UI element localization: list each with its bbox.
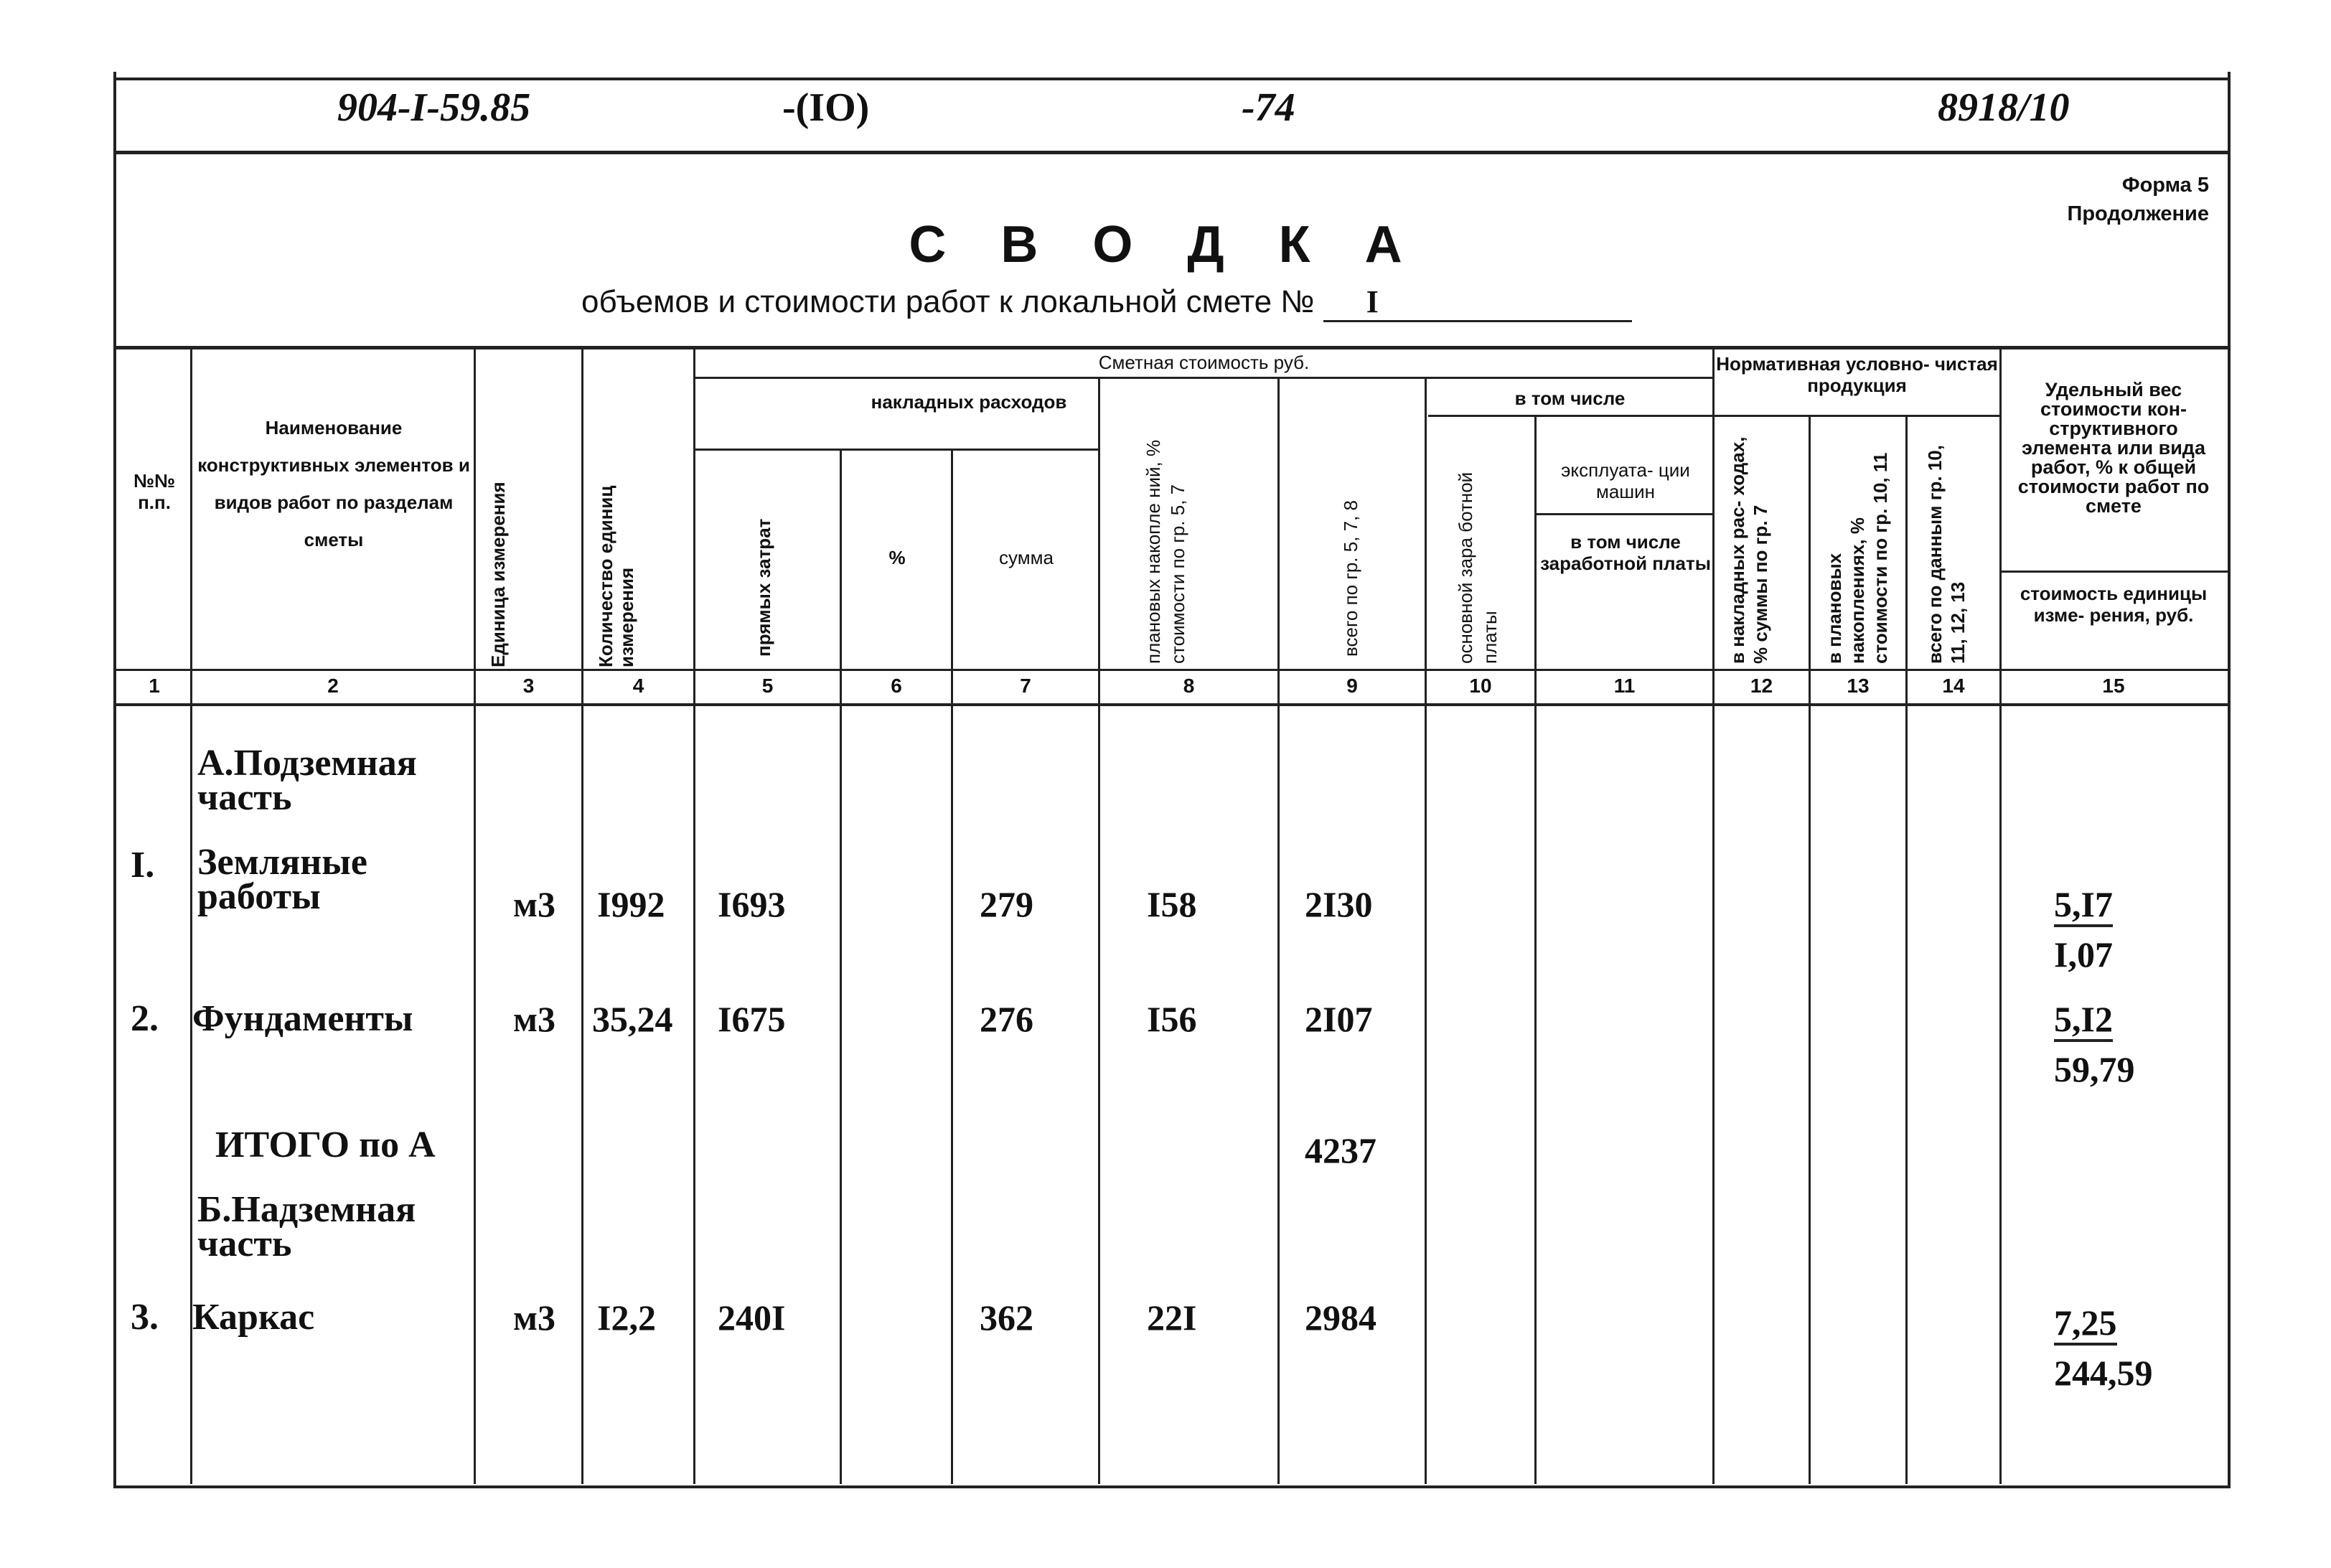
estimate-number: I (1323, 283, 1632, 322)
part-number: -(IO) (782, 85, 870, 130)
row1-unit-cost: I,07 (2054, 934, 2113, 975)
colnum-10: 10 (1469, 675, 1492, 697)
row2-share: 5,I2 (2054, 999, 2113, 1039)
col-header-13: в плановых накоплениях, % стоимости по гр. 10, 11 (1824, 452, 1891, 664)
row2-unit: м3 (513, 999, 556, 1039)
norm-group-rule (1714, 415, 2001, 417)
colnum-bottom-rule (113, 703, 2228, 706)
row2-plan: I56 (1147, 999, 1197, 1039)
row3-overhead-sum: 362 (980, 1297, 1033, 1338)
row3-total: 2984 (1305, 1297, 1376, 1338)
col-divider-9 (1425, 377, 1427, 1484)
col-divider-2 (474, 347, 476, 1484)
colnum-15: 15 (2102, 675, 2125, 697)
row2-number: 2. (131, 998, 159, 1039)
subtitle-text: объемов и стоимости работ к локальной смете № (581, 284, 1315, 319)
col-header-14: всего по данным гр. 10, 11, 12, 13 (1924, 445, 1969, 664)
row2-name: Фундаменты (192, 998, 413, 1039)
col-header-15a: Удельный вес стоимости кон- структивного элемента или вида работ, % к общей стоимости работ по смете (2017, 379, 2210, 517)
row2-qty: 35,24 (592, 999, 673, 1039)
col-header-12: в накладных рас- ходах, % суммы по гр. 7 (1727, 436, 1771, 664)
row3-share: 7,25 (2054, 1302, 2117, 1343)
col-header-11b: в том числе заработной платы (1540, 531, 1711, 574)
row1-qty: I992 (597, 884, 665, 924)
row1-overhead-sum: 279 (980, 884, 1033, 924)
colnum-5: 5 (761, 675, 774, 697)
col-header-10: основной зара ботной платы (1455, 471, 1501, 664)
top-border (113, 78, 2228, 80)
reference-number: 8918/10 (1938, 85, 2070, 130)
col-header-6: % (888, 547, 906, 568)
col-divider-10 (1534, 416, 1537, 1484)
overhead-header: накладных расходов (871, 391, 1067, 413)
row1-direct: I693 (718, 884, 786, 924)
col-divider-7 (1098, 377, 1100, 1484)
col-divider-6 (951, 449, 953, 1484)
colnum-8: 8 (1183, 675, 1195, 697)
section-a-title: А.Подземная часть (197, 743, 417, 818)
col-header-5: прямых затрат (753, 518, 774, 657)
page-number: -74 (1242, 85, 1295, 130)
form-name: Форма 5 (2121, 174, 2209, 197)
col-header-7: сумма (999, 547, 1054, 568)
page-title: С В О Д К А (909, 216, 1422, 273)
col-divider-11 (1712, 347, 1715, 1484)
subtotal-a-value: 4237 (1305, 1130, 1376, 1170)
col-header-3: Единица измерения (487, 482, 509, 667)
col-header-11a: эксплуата- ции машин (1561, 459, 1690, 502)
cost-group-rule (695, 377, 1714, 379)
colnum-14: 14 (1942, 675, 1965, 697)
row3-direct: 240I (718, 1297, 786, 1338)
col-divider-8 (1277, 377, 1280, 1484)
row1-share: 5,I7 (2054, 884, 2113, 924)
colnum-11: 11 (1613, 675, 1636, 697)
table-top-rule (113, 346, 2228, 349)
row3-qty: I2,2 (597, 1297, 656, 1338)
col-header-1: №№ п.п. (133, 470, 175, 513)
col-header-4: Количество единиц измерения (595, 485, 637, 667)
norm-group-header: Нормативная условно- чистая продукция (1716, 353, 1998, 396)
cost-group-header: Сметная стоимость руб. (1098, 352, 1310, 373)
colnum-9: 9 (1346, 675, 1358, 697)
colnum-13: 13 (1847, 675, 1870, 697)
row3-plan: 22I (1147, 1297, 1197, 1338)
colnum-4: 4 (632, 675, 644, 697)
incl-rule (1428, 415, 1714, 417)
form-continuation: Продолжение (2067, 202, 2209, 225)
col-header-15b: стоимость единицы изме- рения, руб. (2020, 583, 2208, 626)
row1-total: 2I30 (1305, 884, 1373, 924)
col-divider-4 (693, 347, 695, 1484)
col-divider-14 (1999, 347, 2002, 1484)
row3-name: Каркас (192, 1297, 315, 1338)
row2-direct: I675 (718, 999, 786, 1039)
row2-total: 2I07 (1305, 999, 1373, 1039)
row2-unit-cost: 59,79 (2054, 1049, 2135, 1089)
colnum-3: 3 (522, 675, 535, 697)
colnum-12: 12 (1750, 675, 1773, 697)
row1-name: Земляные работы (197, 842, 367, 917)
header-divider (113, 151, 2228, 154)
col-divider-5 (840, 449, 842, 1484)
row1-unit: м3 (513, 884, 556, 924)
col15-split-rule (2001, 571, 2228, 573)
doc-code: 904-I-59.85 (337, 85, 531, 130)
section-b-title: Б.Надземная часть (197, 1189, 416, 1264)
colnum-6: 6 (891, 675, 902, 697)
subtotal-a-label: ИТОГО по А (215, 1125, 436, 1165)
row1-plan: I58 (1147, 884, 1197, 924)
header-bottom-rule (113, 669, 2228, 671)
row3-number: 3. (131, 1297, 159, 1338)
col-divider-13 (1905, 416, 1908, 1484)
incl-header: в том числе (1514, 388, 1626, 409)
col-divider-12 (1809, 416, 1811, 1484)
colnum-1: 1 (149, 675, 160, 697)
row1-number: I. (131, 845, 155, 886)
machines-rule (1536, 513, 1714, 515)
colnum-7: 7 (1020, 675, 1031, 697)
col-header-9: всего по гр. 5, 7, 8 (1340, 499, 1361, 657)
col-header-2: Наименование конструктивных элементов и видов работ по разделам сметы (197, 417, 470, 550)
row3-unit-cost: 244,59 (2054, 1353, 2153, 1393)
row2-overhead-sum: 276 (980, 999, 1033, 1039)
colnum-2: 2 (327, 675, 339, 697)
row3-unit: м3 (513, 1297, 556, 1338)
page-subtitle (581, 283, 1632, 322)
col-header-8: плановых накопле ний, % стоимости по гр. 5, 7 (1143, 439, 1188, 664)
col-divider-3 (581, 347, 583, 1484)
overhead-rule (695, 449, 1100, 451)
